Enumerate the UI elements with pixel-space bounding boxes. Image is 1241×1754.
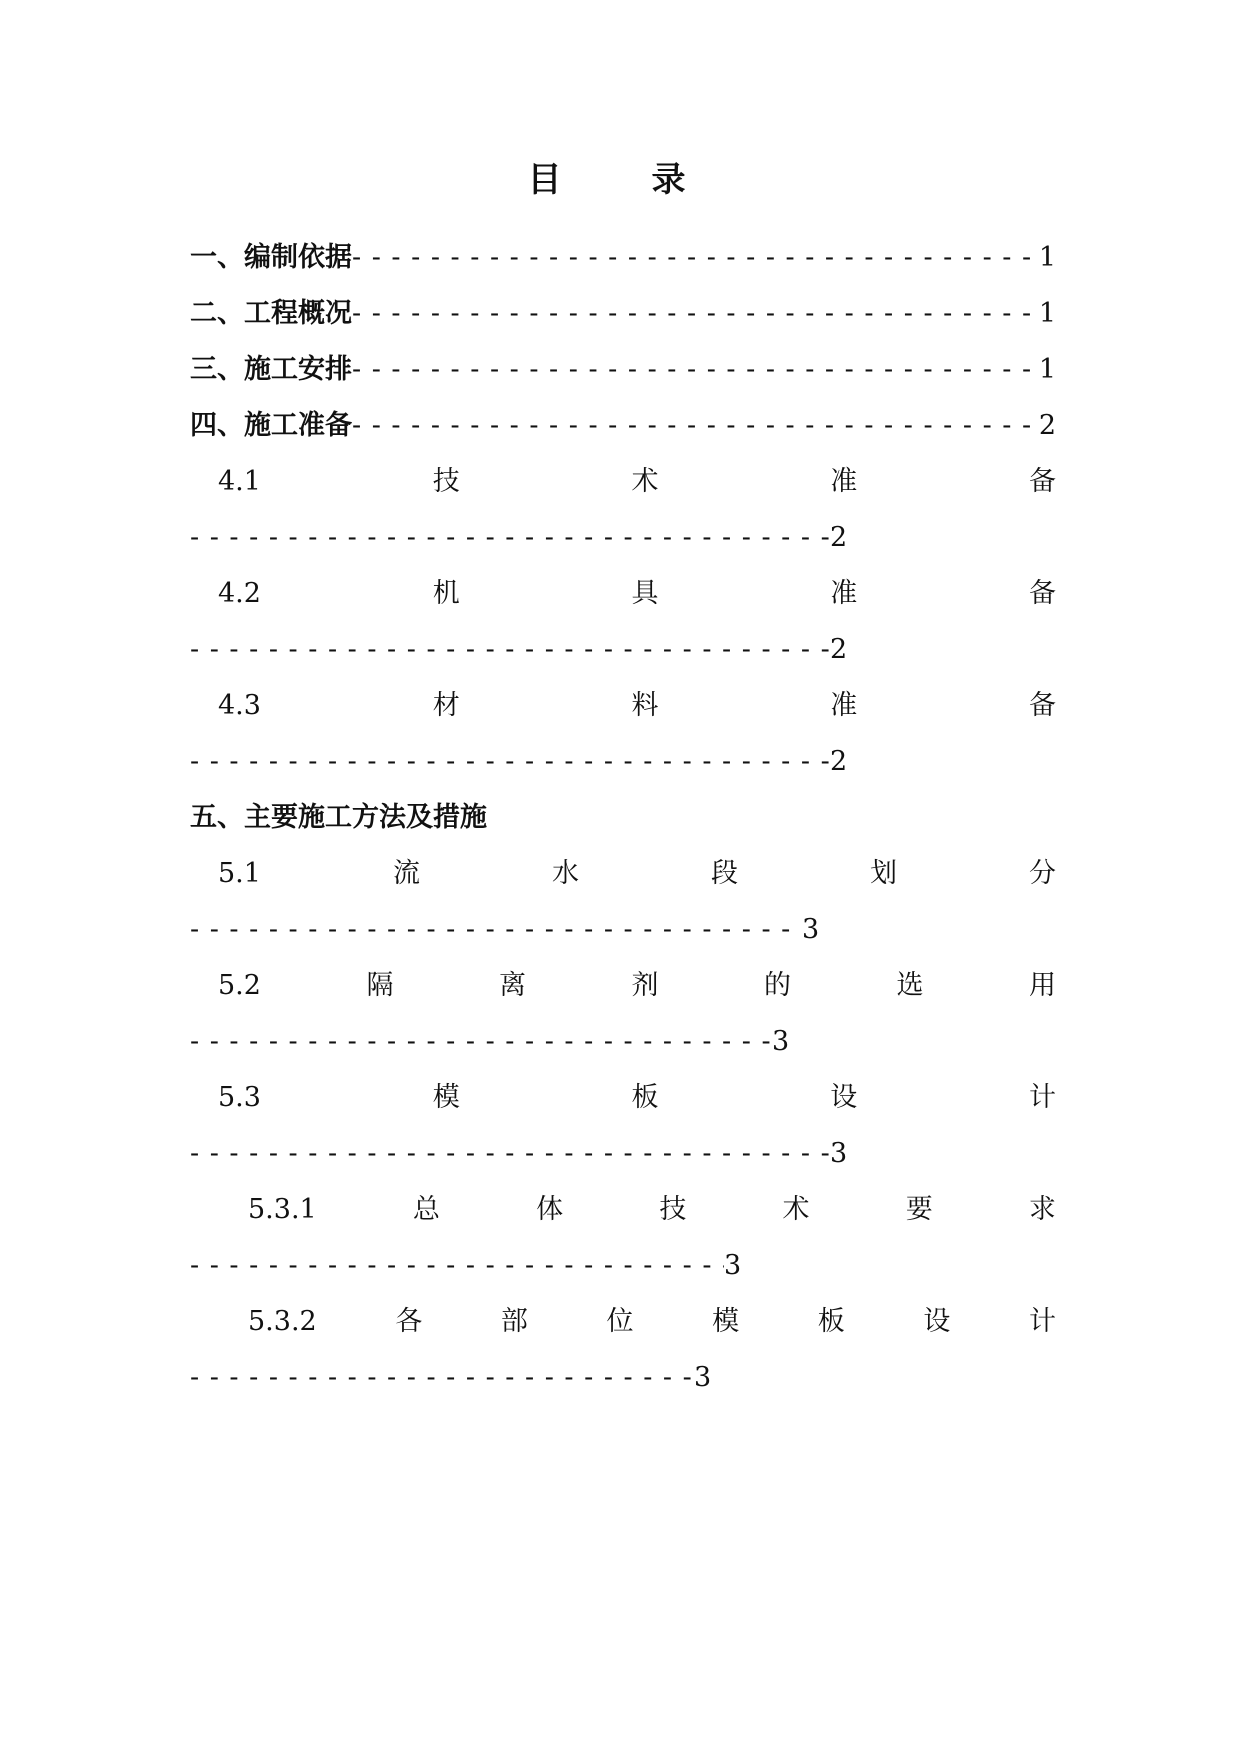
toc-leader xyxy=(190,630,830,670)
toc-page-number: 3 xyxy=(724,1250,742,1281)
toc-entry-label: 二、工程概况 xyxy=(190,298,352,329)
toc-entry-char: 各 xyxy=(395,1306,423,1337)
toc-page-number: 3 xyxy=(830,1138,848,1169)
toc-entry-char: 备 xyxy=(1028,690,1056,721)
toc-entry-char: 要 xyxy=(905,1194,933,1225)
toc-leader xyxy=(190,518,830,558)
toc-page-number: 1 xyxy=(1038,354,1056,385)
toc-entry-char: 总 xyxy=(412,1194,440,1225)
toc-entry-char: 部 xyxy=(500,1306,528,1337)
toc-entry-number: 5.2 xyxy=(218,970,261,1001)
toc-entry-char: 求 xyxy=(1028,1194,1056,1225)
page-title: 目 录 xyxy=(527,160,714,200)
toc-entry-5-1-leader-line xyxy=(190,910,836,950)
toc-entry-char: 板 xyxy=(817,1306,845,1337)
toc-entry-5-3-2-leader-line xyxy=(190,1358,726,1398)
toc-entry-char: 备 xyxy=(1028,578,1056,609)
toc-entry-4-1-leader-line xyxy=(190,518,866,558)
toc-entry-char: 术 xyxy=(631,466,659,497)
toc-entry-number: 5.3.1 xyxy=(248,1194,317,1225)
toc-entry-number: 4.2 xyxy=(218,578,261,609)
toc-entry-char: 水 xyxy=(551,858,579,889)
toc-leader xyxy=(190,1134,830,1174)
toc-entry-char: 选 xyxy=(896,970,924,1001)
toc-entry-label: 一、编制依据 xyxy=(190,242,352,273)
toc-entry-char: 板 xyxy=(631,1082,659,1113)
toc-entry-label: 四、施工准备 xyxy=(190,410,352,441)
toc-page-number: 2 xyxy=(830,634,848,665)
toc-leader xyxy=(190,1358,694,1398)
toc-entry-char: 准 xyxy=(830,578,858,609)
toc-entry-5-1[interactable] xyxy=(218,854,1056,894)
toc-entry-char: 模 xyxy=(432,1082,460,1113)
toc-page-number: 2 xyxy=(1038,410,1056,441)
toc-entry-char: 技 xyxy=(432,466,460,497)
toc-entry-4-2[interactable] xyxy=(218,574,1056,614)
toc-page-number: 3 xyxy=(694,1362,712,1393)
toc-entry-4-2-leader-line xyxy=(190,630,866,670)
toc-page-number: 3 xyxy=(772,1026,790,1057)
toc-entry-number: 5.3 xyxy=(218,1082,261,1113)
toc-entry-char: 模 xyxy=(712,1306,740,1337)
toc-entry-4-3[interactable] xyxy=(218,686,1056,726)
toc-entry-number: 5.3.2 xyxy=(248,1306,317,1337)
toc-entry-char: 材 xyxy=(432,690,460,721)
toc-entry-number: 4.1 xyxy=(218,466,261,497)
toc-entry-char: 的 xyxy=(763,970,791,1001)
toc-entry-char: 用 xyxy=(1028,970,1056,1001)
toc-entry-char: 术 xyxy=(782,1194,810,1225)
toc-leader xyxy=(190,1246,724,1286)
toc-entry-char: 备 xyxy=(1028,466,1056,497)
toc-entry-label: 五、主要施工方法及措施 xyxy=(190,802,487,833)
toc-entry-5-3-1-leader-line xyxy=(190,1246,756,1286)
toc-leader xyxy=(352,350,1037,390)
toc-entry-5-3-1[interactable] xyxy=(248,1190,1056,1230)
toc-entry-3[interactable] xyxy=(190,350,1056,390)
toc-entry-char: 机 xyxy=(432,578,460,609)
toc-page-number: 1 xyxy=(1038,298,1056,329)
toc-entry-5-2-leader-line xyxy=(190,1022,806,1062)
toc-entry-char: 划 xyxy=(869,858,897,889)
toc-entry-char: 体 xyxy=(536,1194,564,1225)
toc-entry-4-1[interactable] xyxy=(218,462,1056,502)
toc-page-number: 2 xyxy=(830,746,848,777)
toc-entry-number: 5.1 xyxy=(218,858,261,889)
toc-leader xyxy=(352,238,1037,278)
toc-entry-char: 料 xyxy=(631,690,659,721)
toc-entry-5-2[interactable] xyxy=(218,966,1056,1006)
toc-entry-char: 流 xyxy=(392,858,420,889)
toc-page-number: 1 xyxy=(1038,242,1056,273)
toc-entry-5[interactable] xyxy=(190,798,1056,838)
toc-leader xyxy=(190,910,802,950)
toc-leader xyxy=(190,1022,772,1062)
toc-entry-char: 设 xyxy=(830,1082,858,1113)
toc-entry-char: 技 xyxy=(659,1194,687,1225)
toc-entry-5-3-leader-line xyxy=(190,1134,866,1174)
toc-entry-char: 准 xyxy=(830,690,858,721)
toc-leader xyxy=(190,742,830,782)
toc-entry-2[interactable] xyxy=(190,294,1056,334)
toc-entry-char: 设 xyxy=(923,1306,951,1337)
toc-entry-4[interactable] xyxy=(190,406,1056,446)
toc-entry-char: 离 xyxy=(498,970,526,1001)
toc-page-number: 2 xyxy=(830,522,848,553)
toc-entry-char: 计 xyxy=(1028,1082,1056,1113)
toc-entry-char: 位 xyxy=(606,1306,634,1337)
toc-entry-1[interactable] xyxy=(190,238,1056,278)
toc-entry-char: 段 xyxy=(710,858,738,889)
toc-entry-5-3-2[interactable] xyxy=(248,1302,1056,1342)
toc-entry-char: 准 xyxy=(830,466,858,497)
toc-entry-number: 4.3 xyxy=(218,690,261,721)
toc-entry-4-3-leader-line xyxy=(190,742,866,782)
toc-entry-5-3[interactable] xyxy=(218,1078,1056,1118)
toc-entry-char: 具 xyxy=(631,578,659,609)
toc-entry-char: 剂 xyxy=(631,970,659,1001)
toc-entry-char: 分 xyxy=(1028,858,1056,889)
toc-entry-label: 三、施工安排 xyxy=(190,354,352,385)
toc-leader xyxy=(352,294,1037,334)
toc-page-number: 3 xyxy=(802,914,820,945)
toc-entry-char: 计 xyxy=(1028,1306,1056,1337)
toc-entry-char: 隔 xyxy=(366,970,394,1001)
toc-leader xyxy=(352,406,1037,446)
